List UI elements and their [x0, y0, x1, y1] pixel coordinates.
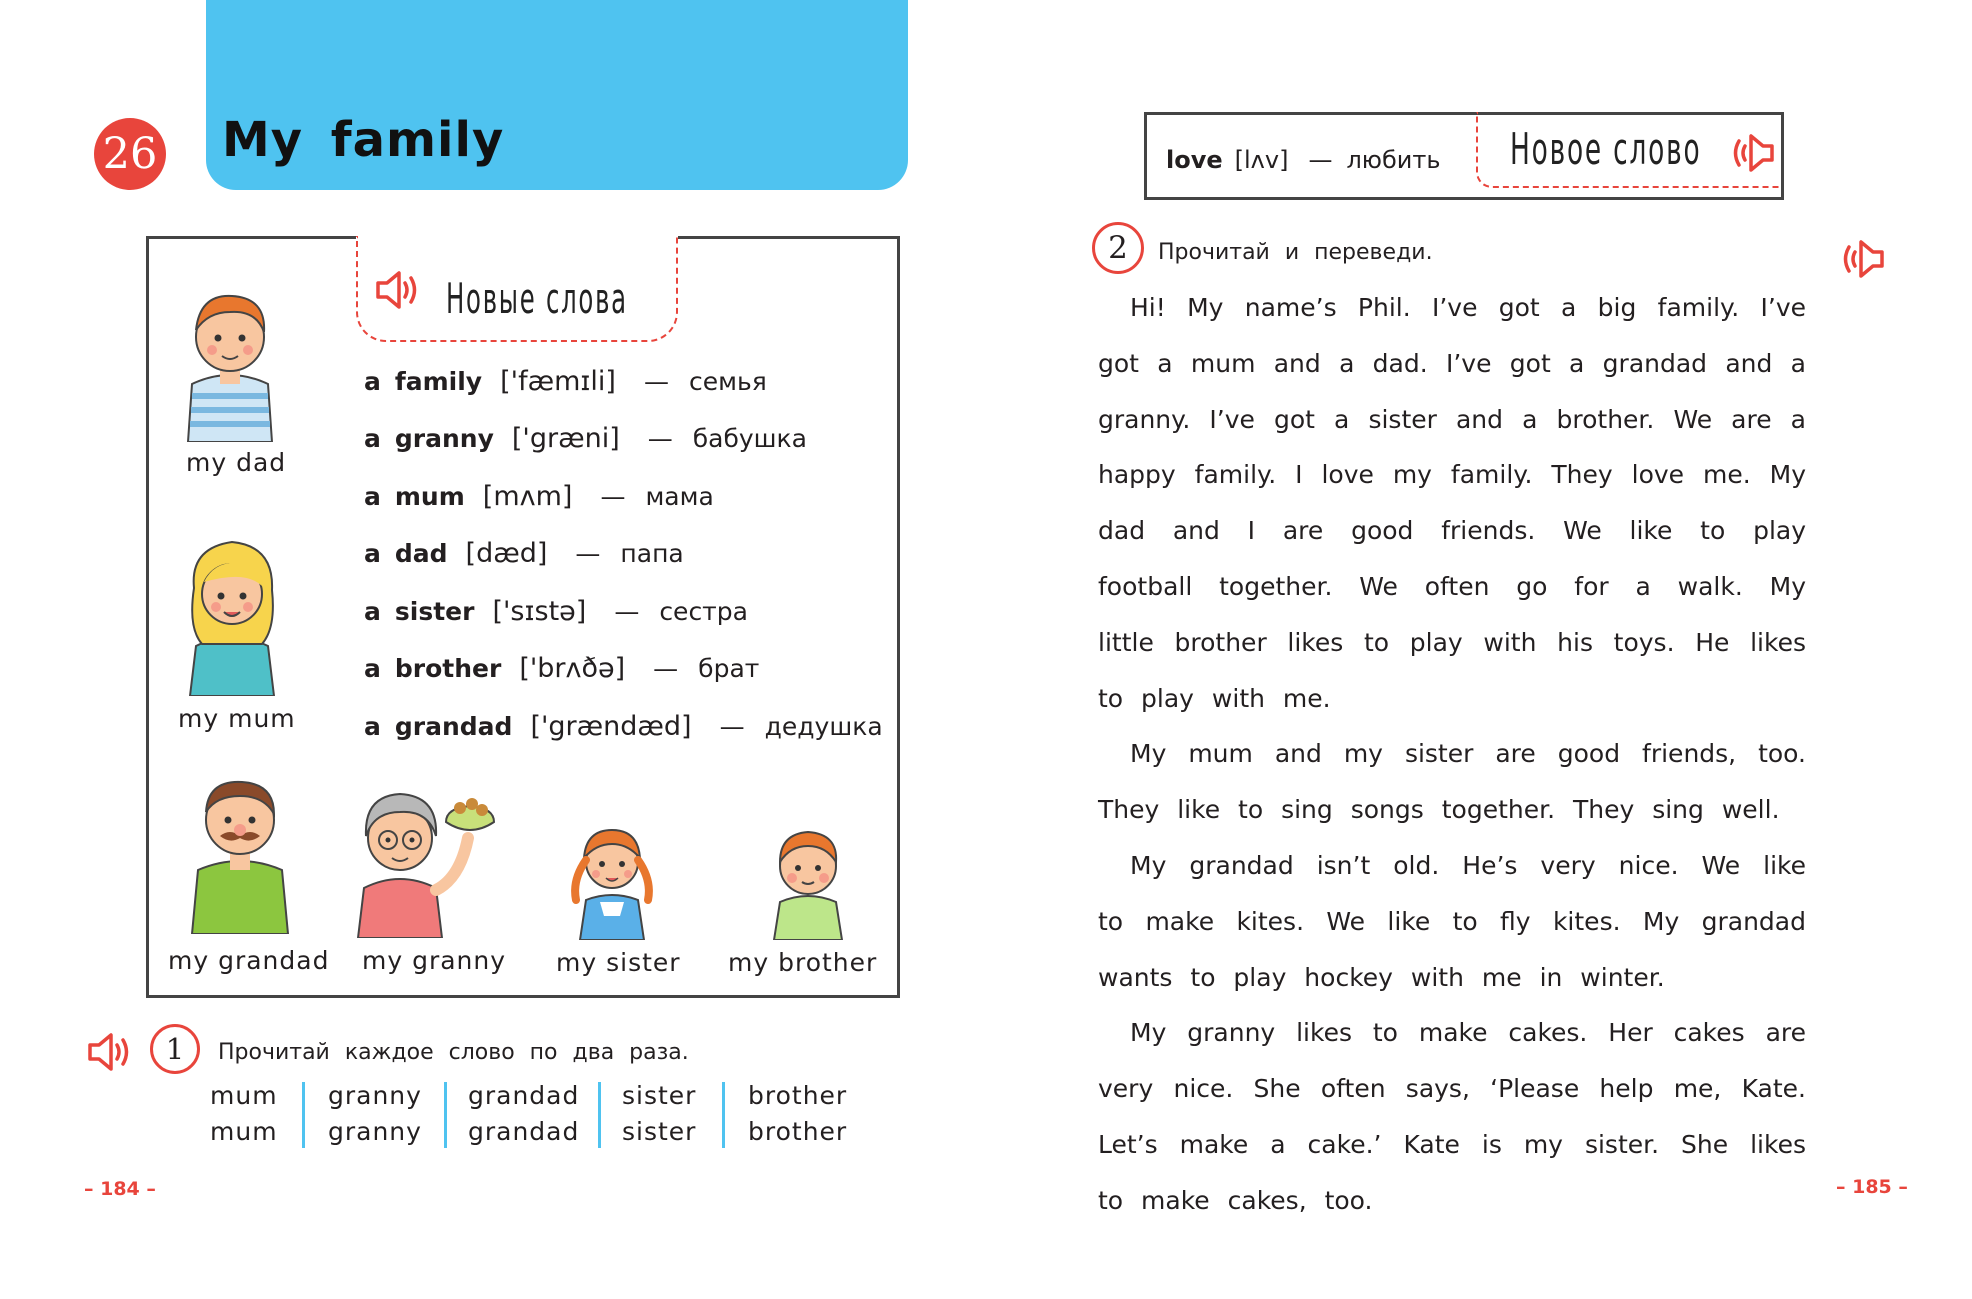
- word: sister: [622, 1117, 697, 1146]
- vocab-dash: —: [719, 712, 745, 741]
- new-word-dash: —: [1308, 146, 1333, 174]
- column-divider: [722, 1082, 725, 1148]
- new-words-label: Новые слова: [446, 274, 628, 323]
- vocab-row-mum: [364, 481, 714, 515]
- vocab-translation: брат: [698, 654, 760, 683]
- column-divider: [444, 1082, 447, 1148]
- word-column-sister: [622, 1078, 696, 1150]
- vocab-word: grandad: [394, 712, 513, 741]
- sister-illustration: [556, 816, 668, 940]
- vocab-article: a: [364, 712, 381, 741]
- paragraph: My mum and my sister are good friends, too. They like to sing songs together. They sing well.: [1098, 739, 1806, 825]
- mum-illustration: [176, 528, 288, 696]
- lesson-number-badge: 26: [94, 118, 166, 190]
- speaker-icon[interactable]: [1728, 132, 1776, 174]
- vocab-ipa: [mʌm]: [482, 481, 573, 512]
- vocab-word: granny: [394, 424, 494, 453]
- vocab-dash: —: [653, 654, 679, 683]
- exercise-1-number: 1: [150, 1024, 200, 1074]
- word-column-granny: [328, 1078, 422, 1150]
- dad-illustration: [170, 272, 290, 442]
- vocab-dash: —: [643, 367, 669, 396]
- page-number-right: – 185 –: [1836, 1176, 1908, 1198]
- exercise-2-instruction: Прочитай и переведи.: [1158, 240, 1433, 265]
- vocab-dash: —: [575, 539, 601, 568]
- brother-illustration: [756, 818, 860, 940]
- granny-illustration: [350, 778, 500, 938]
- vocab-row-family: [364, 366, 767, 400]
- vocab-article: a: [364, 482, 381, 511]
- vocab-article: a: [364, 654, 381, 683]
- word-column-mum: [210, 1078, 278, 1150]
- caption-grandad: my grandad: [168, 946, 330, 975]
- word: mum: [210, 1081, 278, 1110]
- word-column-grandad: [468, 1078, 579, 1150]
- paragraph: My grandad isn’t old. He’s very nice. We like to make kites. We like to fly kites. My grandad wants to play hockey with me in winter.: [1098, 850, 1806, 992]
- vocab-dash: —: [647, 424, 673, 453]
- word: granny: [328, 1117, 422, 1146]
- caption-mum: my mum: [178, 704, 296, 733]
- vocab-translation: бабушка: [692, 424, 807, 453]
- caption-sister: my sister: [556, 948, 681, 977]
- vocab-word: family: [394, 367, 483, 396]
- vocab-ipa: ['grændæd]: [530, 711, 692, 742]
- vocab-translation: семья: [688, 367, 767, 396]
- speaker-icon[interactable]: [86, 1030, 136, 1074]
- vocab-word: sister: [394, 597, 475, 626]
- vocab-ipa: ['fæmɪli]: [500, 366, 616, 397]
- vocab-word: mum: [394, 482, 465, 511]
- column-divider: [598, 1082, 601, 1148]
- vocab-word: brother: [394, 654, 502, 683]
- paragraph: Hi! My name’s Phil. I’ve got a big family. I’ve got a mum and a dad. I’ve got a grandad and a granny. I’ve got a sister and a brother. We are a happy family. I love my family. They love me. My dad and I are good friends. We like to play football together. We often go for a walk. My little brother likes to play with his toys. He likes to play with me.: [1098, 293, 1806, 713]
- speaker-icon[interactable]: [374, 268, 424, 312]
- speaker-icon[interactable]: [1838, 238, 1886, 280]
- new-word-ipa: [lʌv]: [1234, 146, 1289, 174]
- vocab-ipa: ['græni]: [511, 423, 620, 454]
- caption-dad: my dad: [186, 448, 287, 477]
- vocab-ipa: [dæd]: [465, 538, 548, 569]
- vocab-row-dad: [364, 538, 684, 572]
- vocab-ipa: ['brʌðə]: [519, 653, 626, 684]
- vocab-row-granny: [364, 423, 807, 457]
- vocab-dash: —: [614, 597, 640, 626]
- vocab-translation: папа: [620, 539, 684, 568]
- paragraph: My granny likes to make cakes. Her cakes are very nice. She often says, ‘Please help me, Kate. Let’s make a cake.’ Kate is my sister. She likes to make cakes, too.: [1098, 1018, 1806, 1215]
- vocab-article: a: [364, 539, 381, 568]
- page-title: My family: [222, 112, 505, 168]
- vocab-article: a: [364, 424, 381, 453]
- new-word-translation: любить: [1346, 146, 1441, 174]
- word: grandad: [468, 1117, 580, 1146]
- vocab-article: a: [364, 597, 381, 626]
- vocab-translation: сестра: [659, 597, 748, 626]
- vocab-translation: мама: [645, 482, 714, 511]
- new-word-entry: [1166, 146, 1441, 174]
- vocab-ipa: ['sɪstə]: [492, 596, 587, 627]
- vocab-row-sister: [364, 596, 748, 630]
- word: brother: [748, 1081, 848, 1110]
- new-word: love: [1166, 146, 1223, 174]
- vocab-dash: —: [600, 482, 626, 511]
- word-column-brother: [748, 1078, 847, 1150]
- word: sister: [622, 1081, 697, 1110]
- vocab-row-brother: [364, 653, 759, 687]
- word: grandad: [468, 1081, 580, 1110]
- word: mum: [210, 1117, 278, 1146]
- vocab-article: a: [364, 367, 381, 396]
- new-word-label: Новое слово: [1510, 124, 1702, 175]
- vocab-word: dad: [394, 539, 448, 568]
- page-number-left: – 184 –: [84, 1178, 156, 1200]
- vocab-row-grandad: [364, 711, 883, 745]
- exercise-2-number: 2: [1092, 222, 1144, 274]
- reading-text: [1098, 280, 1806, 1229]
- exercise-1-instruction: Прочитай каждое слово по два раза.: [218, 1040, 689, 1065]
- grandad-illustration: [180, 764, 300, 934]
- vocab-translation: дедушка: [764, 712, 883, 741]
- caption-brother: my brother: [728, 948, 878, 977]
- word: brother: [748, 1117, 848, 1146]
- word: granny: [328, 1081, 422, 1110]
- caption-granny: my granny: [362, 946, 507, 975]
- column-divider: [302, 1082, 305, 1148]
